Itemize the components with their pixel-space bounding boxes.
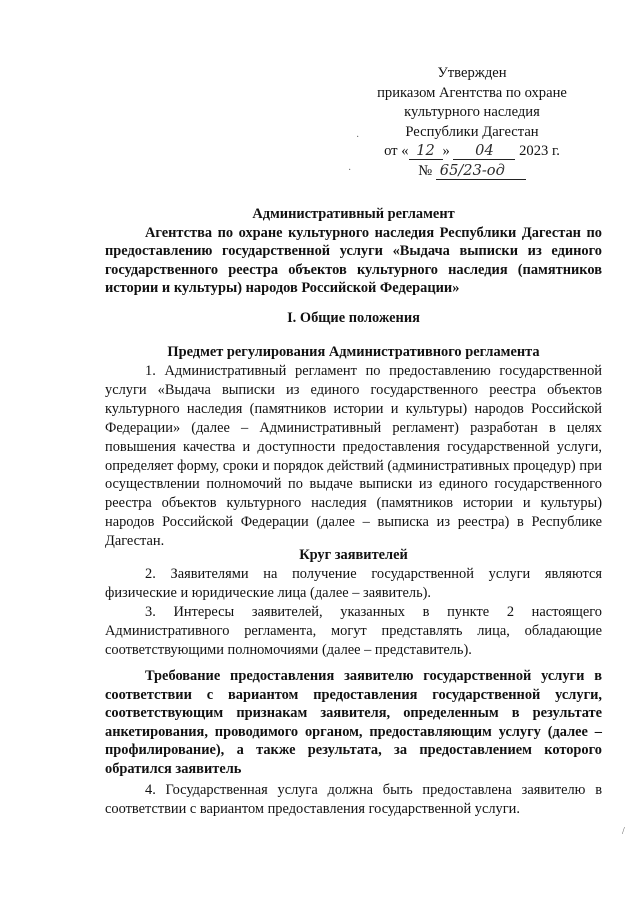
number-handwritten: 65/23-од [436, 163, 526, 180]
date-prefix: от « [384, 143, 409, 160]
subheading-subject: Предмет регулирования Административного регламента [167, 344, 540, 360]
applicants-paragraphs [105, 565, 602, 660]
paragraph-1-text: 1. Административный регламент по предоставлению государственной услуги «Выдача выписки из единого государственного реестра объектов культурного наследия (памятников истории и культуры) народов Российской Федерации» (далее – Административный регламент) разработан в целях повышения качества и доступности предоставления государственной услуги, определяет форму, сроки и порядок действий (административных процедур) при осуществлении полномочий по выдаче выписки из единого государственного реестра объектов культурного наследия (памятников истории и культуры) народов Российской Федерации (далее – выписка из реестра) в Республике Дагестан. [105, 363, 602, 550]
approval-line-3: культурного наследия [404, 104, 540, 121]
approval-number [362, 162, 582, 182]
paragraph-4-text: 4. Государственная услуга должна быть предоставлена заявителю в соответствии с вариантом предоставления государственной услуги. [105, 782, 602, 817]
scan-speck: · [356, 132, 360, 143]
date-day-handwritten: 12 [409, 143, 443, 160]
paragraph-3-text: 3. Интересы заявителей, указанных в пункте 2 настоящего Административного регламента, могут представлять лица, обладающие соответствующими полномочиями (далее – представитель). [105, 603, 602, 658]
paragraph-2-text: 2. Заявителями на получение государственной услуги являются физические и юридические лица (далее – заявитель). [105, 566, 602, 601]
title-line-1: Административный регламент [252, 206, 455, 222]
scan-mark: / [622, 826, 625, 837]
date-year: 2023 г. [519, 143, 560, 160]
scan-speck: · [348, 165, 352, 176]
number-prefix: № [418, 162, 433, 179]
date-month-handwritten: 04 [453, 143, 515, 160]
date-mid: » [442, 143, 450, 160]
approval-line-1: Утвержден [437, 65, 507, 81]
subheading-applicants: Круг заявителей [299, 547, 408, 563]
title-line-2: Агентства по охране культурного наследия Республики Дагестан по предоставлению государственной услуги «Выдача выписки из единого государственного реестра объектов культурного наследия (памятников истории и культуры) народов Российской Федерации» [105, 224, 602, 297]
subheading-requirement: Требование предоставления заявителю государственной услуги в соответствии с вариантом предоставления государственной услуги, соответствующим признакам заявителя, определенным в результате анкетирования, проводимого органом, предоставляющим услугу (далее – профилирование), а также результата, за предоставлением которого обратился заявитель [105, 668, 602, 777]
approval-line-4: Республики Дагестан [405, 123, 539, 140]
paragraph-4 [105, 781, 602, 819]
approval-date [362, 142, 582, 162]
approval-stamp [362, 64, 582, 182]
paragraph-1 [105, 362, 602, 551]
approval-line-2: приказом Агентства по охране [377, 84, 567, 101]
section-heading-general: I. Общие положения [287, 310, 420, 326]
document-title [105, 205, 602, 298]
